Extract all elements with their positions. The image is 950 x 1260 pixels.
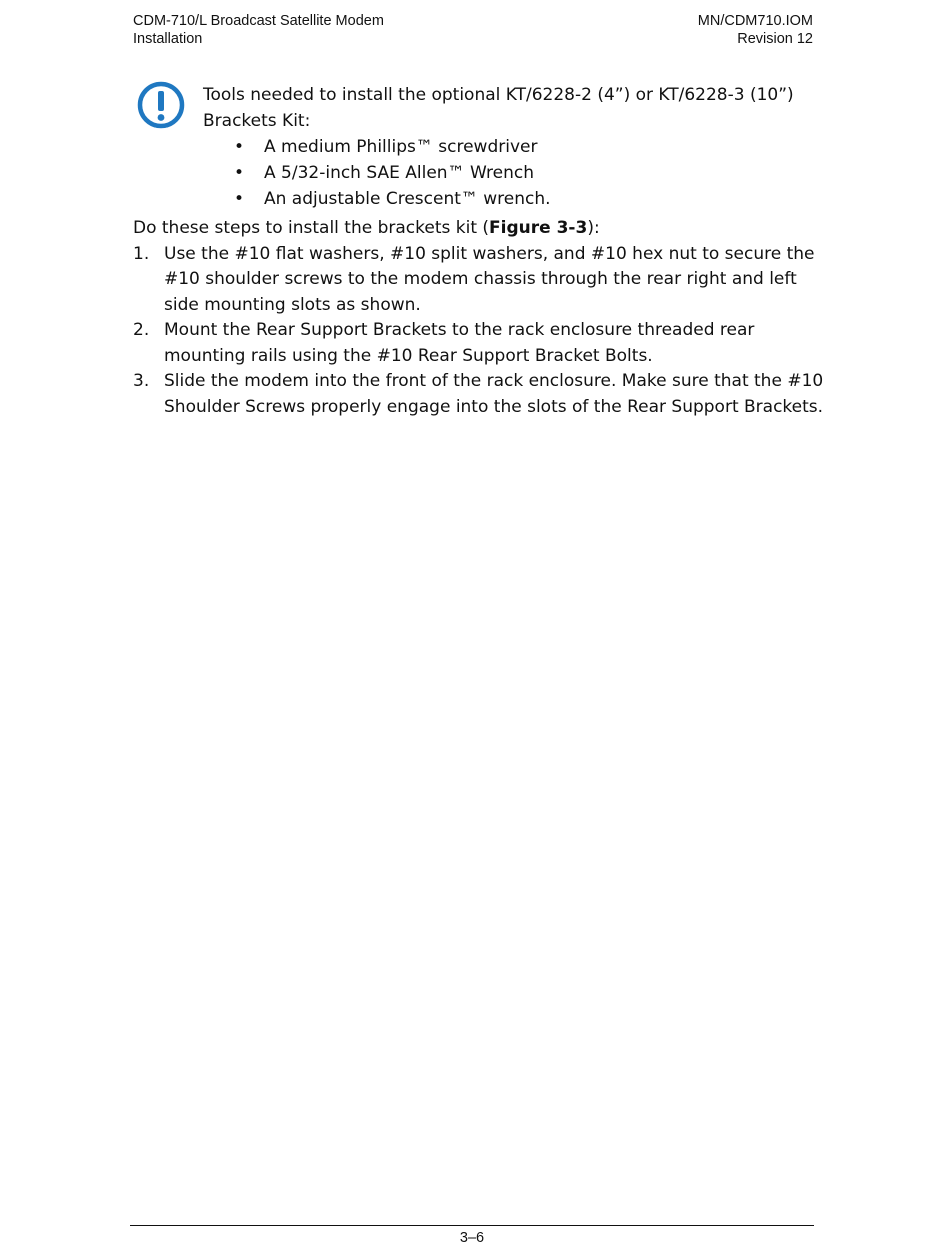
bullet-marker: • xyxy=(234,189,245,209)
figure-reference-link[interactable]: Figure 3-3 xyxy=(489,218,588,238)
step-number: 3. xyxy=(133,371,150,391)
main-content xyxy=(133,216,833,420)
tool-list xyxy=(203,134,823,212)
footer-divider xyxy=(130,1225,814,1226)
step-number: 1. xyxy=(133,243,150,264)
tool-item-text: A 5/32-inch SAE Allen™ Wrench xyxy=(264,163,534,183)
header-row-bottom xyxy=(133,30,813,48)
step-text: Slide the modem into the front of the rack enclosure. Make sure that the #10 Shoulder Screws properly engage into the slots of the Rear Support Brackets. xyxy=(164,371,824,417)
list-item xyxy=(203,160,823,186)
header-document-title: CDM-710/L Broadcast Satellite Modem xyxy=(133,13,384,29)
step-number: 2. xyxy=(133,320,150,340)
header-revision: Revision 12 xyxy=(737,31,813,47)
steps-list xyxy=(133,242,833,421)
page-header xyxy=(133,12,813,48)
step-item xyxy=(133,242,833,319)
list-item xyxy=(203,134,823,160)
list-item xyxy=(203,186,823,212)
header-manual-number: MN/CDM710.IOM xyxy=(697,13,813,29)
page-number: 3–6 xyxy=(459,1230,485,1246)
intro-suffix: ): xyxy=(587,218,600,238)
step-text: Use the #10 flat washers, #10 split washers, and #10 hex nut to secure the #10 shoulder screws to the modem chassis through the rear right and left side mounting slots as shown. xyxy=(164,243,815,315)
step-item xyxy=(133,318,833,369)
header-chapter: Installation xyxy=(133,31,203,47)
note-body xyxy=(203,82,823,212)
bullet-marker: • xyxy=(234,163,245,183)
intro-prefix: Do these steps to install the brackets kit ( xyxy=(133,218,490,238)
step-item xyxy=(133,369,833,420)
important-exclamation-icon xyxy=(136,80,186,130)
tool-item-text: An adjustable Crescent™ wrench. xyxy=(264,189,551,209)
intro-paragraph xyxy=(133,216,833,242)
tool-item-text: A medium Phillips™ screwdriver xyxy=(264,137,538,157)
note-text: Tools needed to install the optional KT/6228-2 (4”) or KT/6228-3 (10”) Brackets Kit: xyxy=(203,85,794,131)
header-row-top xyxy=(133,12,813,30)
step-text: Mount the Rear Support Brackets to the rack enclosure threaded rear mounting rails using the #10 Rear Support Bracket Bolts. xyxy=(164,320,755,366)
bullet-marker: • xyxy=(234,137,245,157)
